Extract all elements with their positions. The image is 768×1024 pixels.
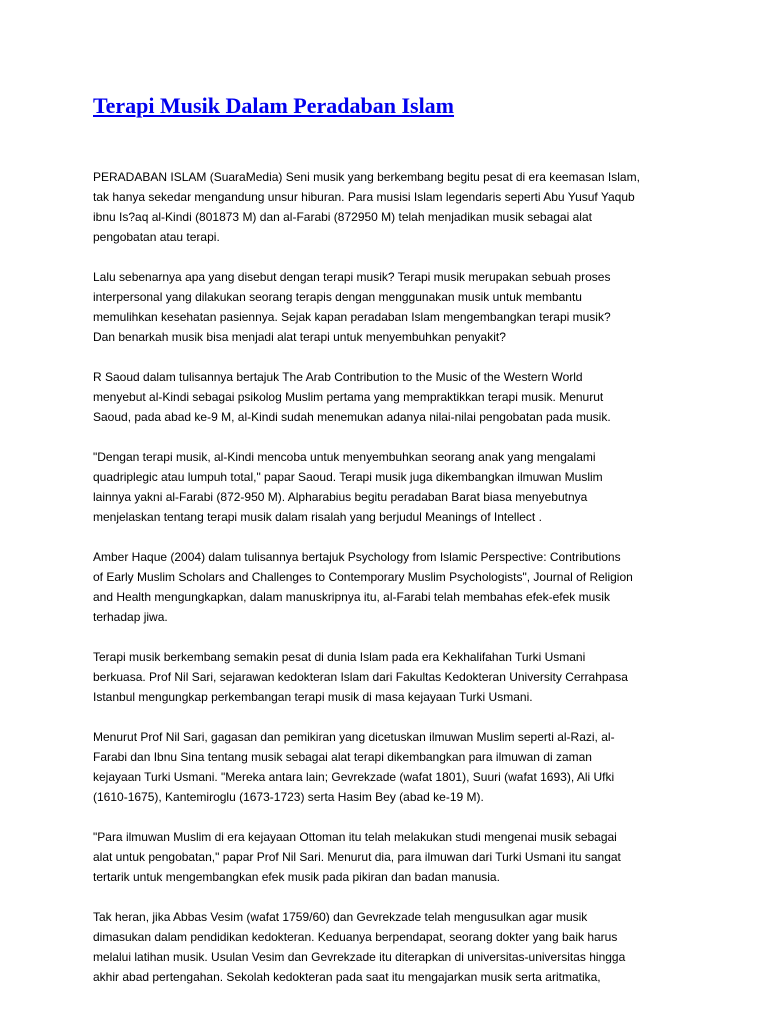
text-line: melalui latihan musik. Usulan Vesim dan Gevrekzade itu diterapkan di universitas-universitas hingga [93, 950, 626, 964]
text-line: akhir abad pertengahan. Sekolah kedokteran pada saat itu mengajarkan musik serta aritmatika, [93, 970, 601, 984]
text-line: alat untuk pengobatan," papar Prof Nil Sari. Menurut dia, para ilmuwan dari Turki Usmani itu sangat [93, 850, 621, 864]
text-line: interpersonal yang dilakukan seorang terapis dengan menggunakan musik untuk membantu [93, 290, 582, 304]
text-line: dimasukan dalam pendidikan kedokteran. Keduanya berpendapat, seorang dokter yang baik harus [93, 930, 618, 944]
text-line: of Early Muslim Scholars and Challenges to Contemporary Muslim Psychologists", Journal of Religion [93, 570, 633, 584]
paragraph [93, 547, 693, 627]
text-line: Terapi musik berkembang semakin pesat di dunia Islam pada era Kekhalifahan Turki Usmani [93, 650, 586, 664]
text-line: Saoud, pada abad ke-9 M, al-Kindi sudah menemukan adanya nilai-nilai pengobatan pada musik. [93, 410, 611, 424]
paragraph [93, 367, 693, 427]
article-title-link[interactable]: Terapi Musik Dalam Peradaban Islam [93, 93, 455, 118]
text-line: Menurut Prof Nil Sari, gagasan dan pemikiran yang dicetuskan ilmuwan Muslim seperti al-Razi, al- [93, 730, 615, 744]
text-line: memulihkan kesehatan pasiennya. Sejak kapan peradaban Islam mengembangkan terapi musik? [93, 310, 611, 324]
text-line: Tak heran, jika Abbas Vesim (wafat 1759/60) dan Gevrekzade telah mengusulkan agar musik [93, 910, 588, 924]
text-line: R Saoud dalam tulisannya bertajuk The Arab Contribution to the Music of the Western World [93, 370, 583, 384]
text-line: Lalu sebenarnya apa yang disebut dengan terapi musik? Terapi musik merupakan sebuah proses [93, 270, 611, 284]
text-line: Farabi dan Ibnu Sina tentang musik sebagai alat terapi dikembangkan para ilmuwan di zaman [93, 750, 592, 764]
paragraph [93, 167, 693, 247]
text-line: ibnu Is?aq al-Kindi (801873 M) dan al-Farabi (872950 M) telah menjadikan musik sebagai alat [93, 210, 592, 224]
text-line: Istanbul mengungkap perkembangan terapi musik di masa kejayaan Turki Usmani. [93, 690, 533, 704]
text-line: Dan benarkah musik bisa menjadi alat terapi untuk menyembuhkan penyakit? [93, 330, 506, 344]
text-line: "Dengan terapi musik, al-Kindi mencoba untuk menyembuhkan seorang anak yang mengalami [93, 450, 596, 464]
text-line: berkuasa. Prof Nil Sari, sejarawan kedokteran Islam dari Fakultas Kedokteran University Cerrahpasa [93, 670, 628, 684]
text-line: "Para ilmuwan Muslim di era kejayaan Ottoman itu telah melakukan studi mengenai musik sebagai [93, 830, 617, 844]
text-line: lainnya yakni al-Farabi (872-950 M). Alpharabius begitu peradaban Barat biasa menyebutnya [93, 490, 588, 504]
paragraph [93, 907, 693, 987]
paragraph [93, 447, 693, 527]
text-line: menyebut al-Kindi sebagai psikolog Muslim pertama yang mempraktikkan terapi musik. Menurut [93, 390, 604, 404]
paragraph [93, 267, 693, 347]
text-line: tak hanya sekedar mengandung unsur hiburan. Para musisi Islam legendaris seperti Abu Yusuf Yaqub [93, 190, 635, 204]
text-line: tertarik untuk mengembangkan efek musik pada pikiran dan badan manusia. [93, 870, 500, 884]
text-line: PERADABAN ISLAM (SuaraMedia) Seni musik yang berkembang begitu pesat di era keemasan Islam, [93, 170, 640, 184]
paragraph [93, 647, 693, 707]
paragraph [93, 827, 693, 887]
text-line: Amber Haque (2004) dalam tulisannya bertajuk Psychology from Islamic Perspective: Contributions [93, 550, 621, 564]
text-line: menjelaskan tentang terapi musik dalam risalah yang berjudul Meanings of Intellect . [93, 510, 542, 524]
text-line: and Health mengungkapkan, dalam manuskripnya itu, al-Farabi telah membahas efek-efek musik [93, 590, 610, 604]
text-line: terhadap jiwa. [93, 610, 168, 624]
article-body [93, 167, 693, 1007]
text-line: kejayaan Turki Usmani. "Mereka antara lain; Gevrekzade (wafat 1801), Suuri (wafat 1693), Ali Ufki [93, 770, 615, 784]
text-line: (1610-1675), Kantemiroglu (1673-1723) serta Hasim Bey (abad ke-19 M). [93, 790, 484, 804]
text-line: quadriplegic atau lumpuh total," papar Saoud. Terapi musik juga dikembangkan ilmuwan Muslim [93, 470, 603, 484]
paragraph [93, 727, 693, 807]
text-line: pengobatan atau terapi. [93, 230, 220, 244]
